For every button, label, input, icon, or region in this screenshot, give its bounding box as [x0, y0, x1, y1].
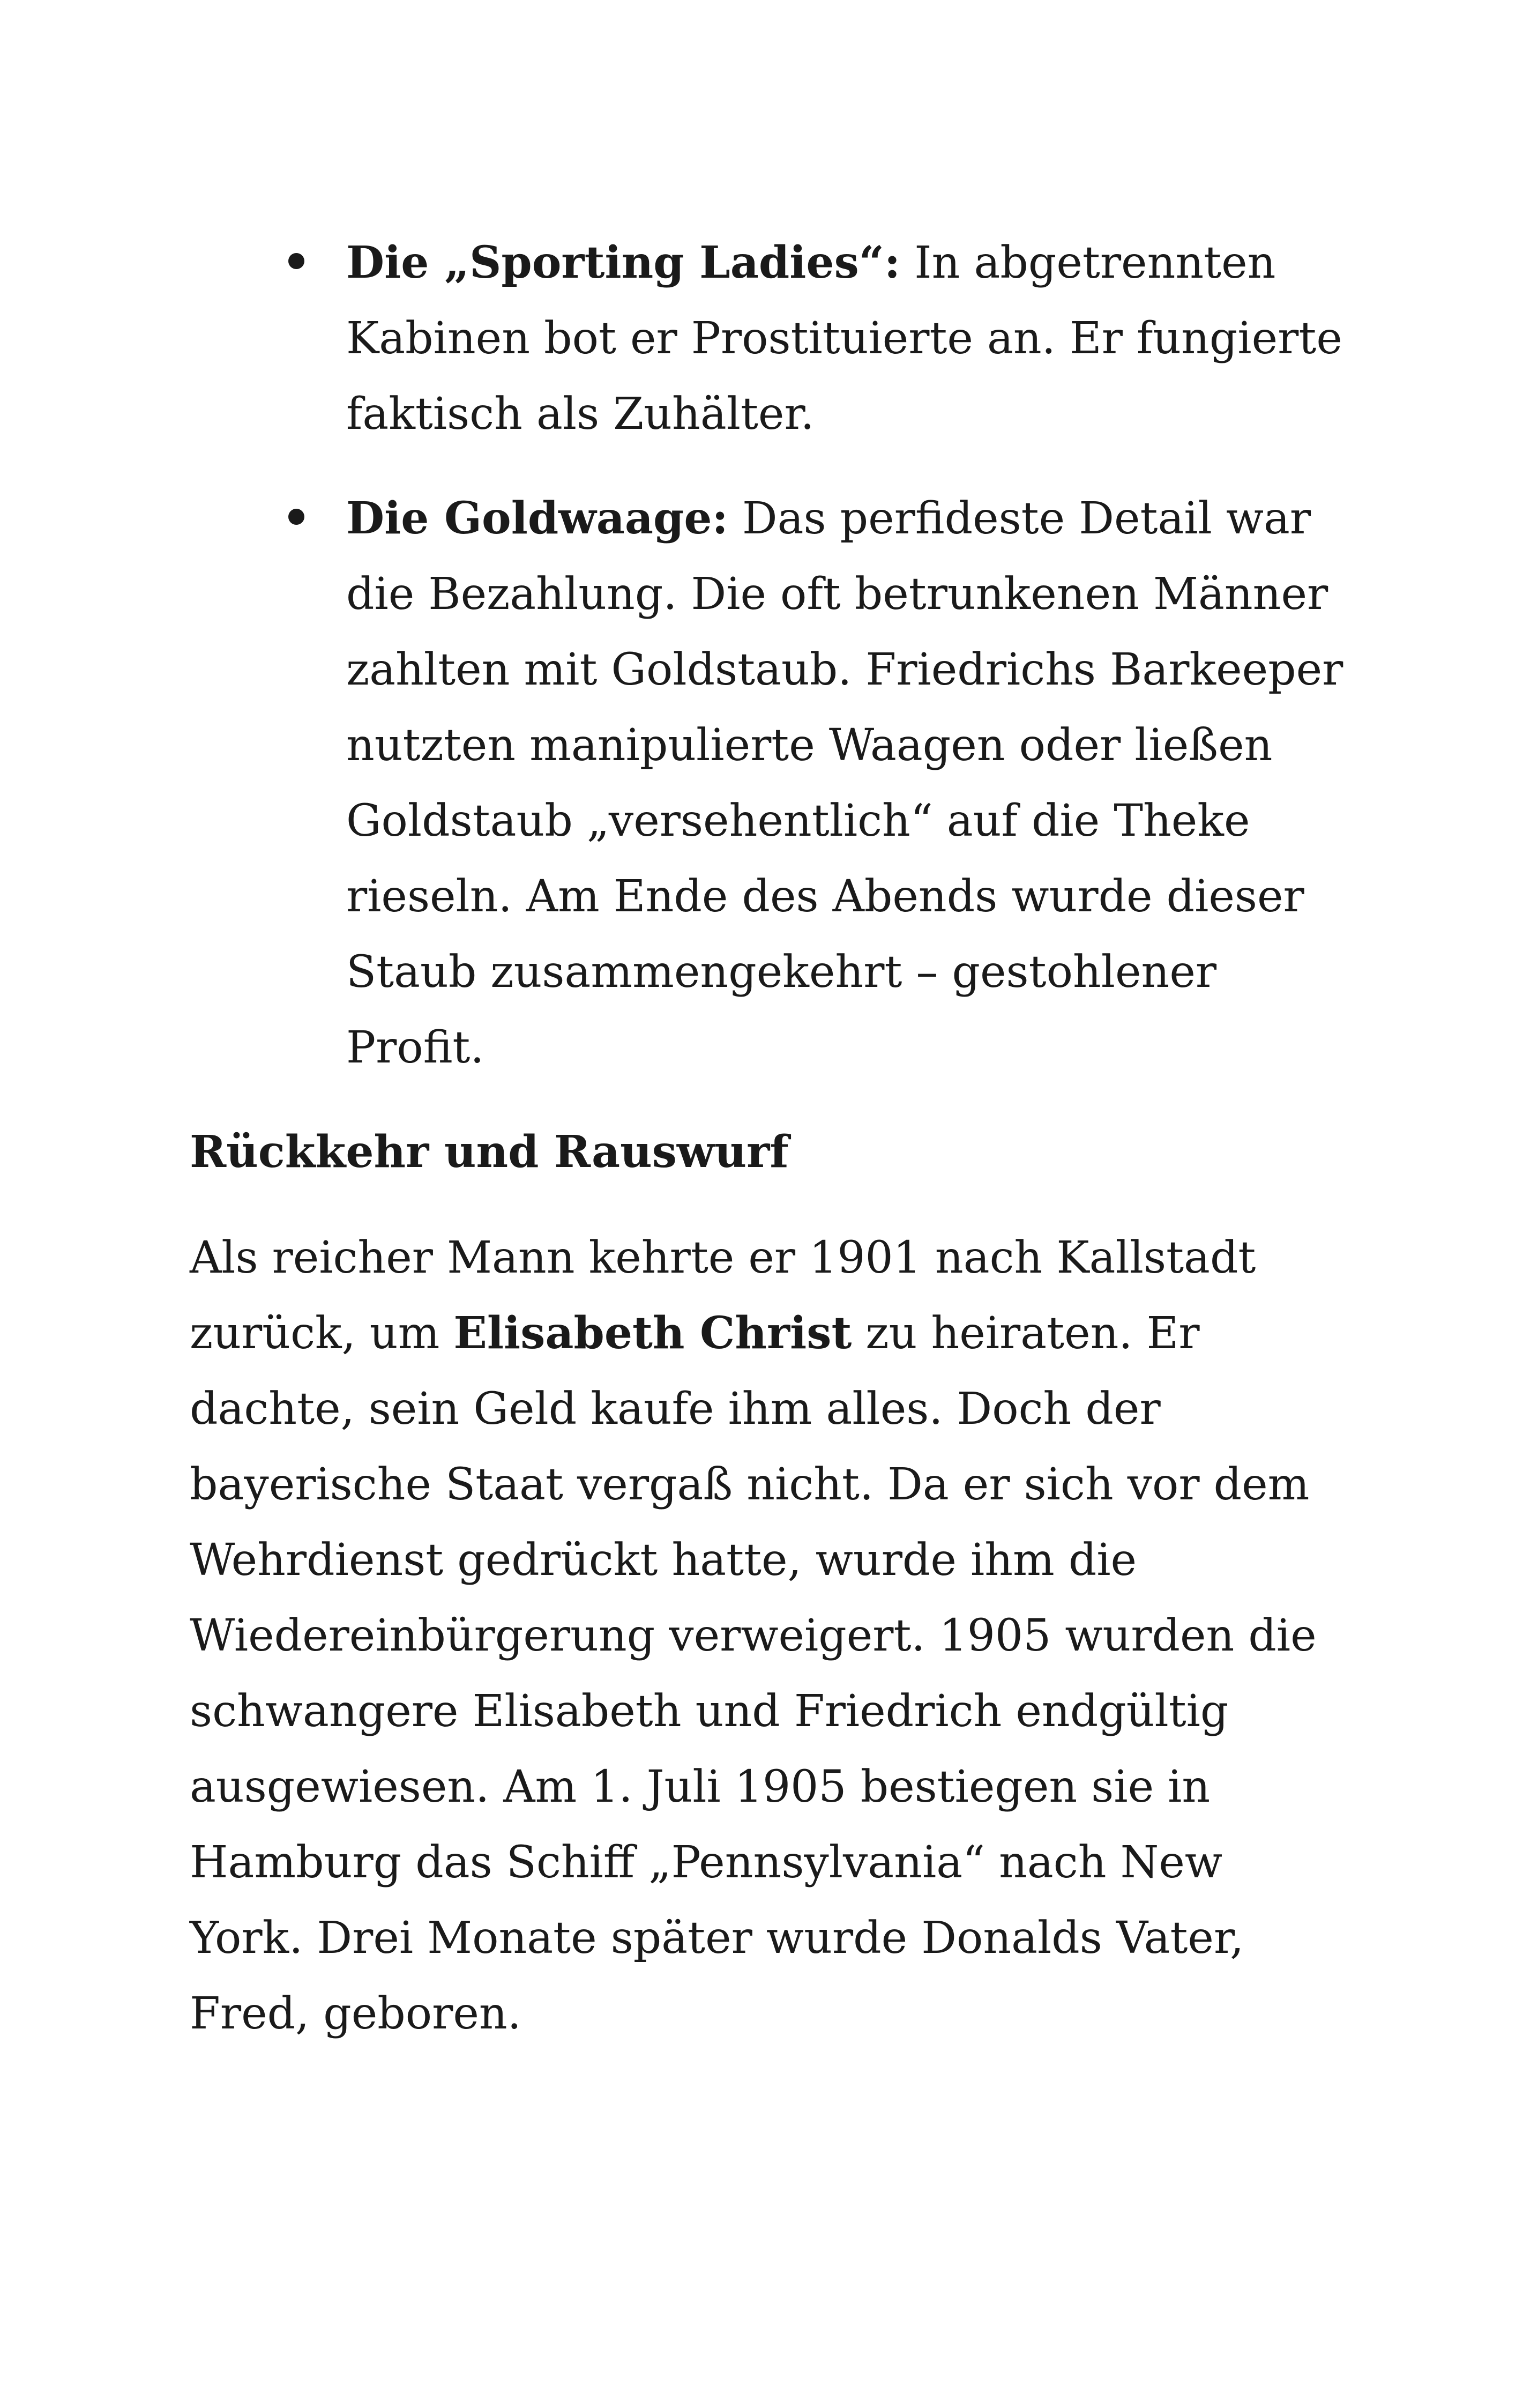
bullet-dot-icon [288, 509, 304, 525]
page-content [190, 225, 1347, 2052]
paragraph-text-start: Als reicher Mann kehrte er 1901 nach Kallstadt zurück, um [190, 1232, 1256, 1359]
bullet-list [190, 225, 1347, 1086]
section-heading: Rückkehr und Rauswurf [190, 1126, 789, 1178]
paragraph-text-end: zu heiraten. Er dachte, sein Geld kaufe ihm alles. Doch der bayerische Staat vergaß nicht. Da er sich vor dem Wehrdienst gedrückt hatte, wurde ihm die Wiedereinbürgerung verweigert. 1905 wurden die schwangere Elisabeth und Friedrich endgültig ausgewiesen. Am 1. Juli 1905 bestiegen sie in Hamburg das Schiff „Pennsylvania“ nach New York. Drei Monate später wurde Donalds Vater, Fred, geboren. [190, 1308, 1317, 2039]
bullet-term: Die Goldwaage: [346, 493, 728, 544]
bullet-item-sporting-ladies [190, 225, 1347, 452]
bullet-term: Die „Sporting Ladies“: [346, 237, 901, 288]
paragraph-bold-name: Elisabeth Christ [453, 1307, 852, 1359]
bullet-text: In abgetrennten Kabinen bot er Prostituierte an. Er fungierte faktisch als Zuhälter. [346, 237, 1342, 440]
bullet-text: Das perfideste Detail war die Bezahlung. Die oft betrunkenen Männer zahlten mit Goldstaub. Friedrichs Barkeeper nutzten manipulierte Waagen oder ließen Goldstaub „versehentlich“ auf die Theke rieseln. Am Ende des Abends wurde dieser Staub zusammengekehrt – gestohlener Profit. [346, 493, 1343, 1073]
bullet-item-goldwaage [190, 481, 1347, 1086]
section-paragraph [190, 1220, 1347, 2052]
bullet-dot-icon [288, 253, 304, 269]
